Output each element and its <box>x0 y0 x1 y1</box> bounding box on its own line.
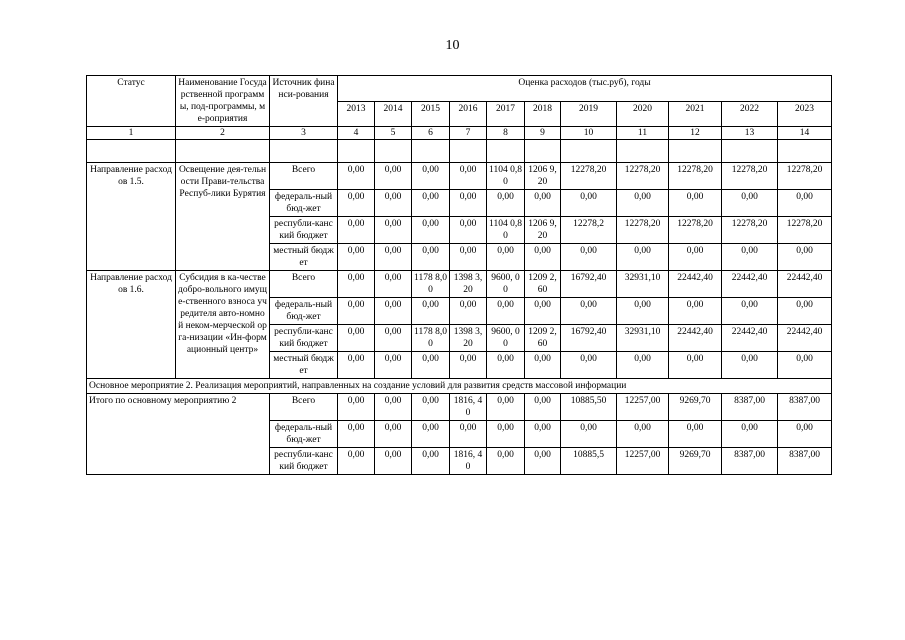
value-cell: 0,00 <box>778 244 832 271</box>
value-cell: 16792,40 <box>561 325 617 352</box>
value-cell: 0,00 <box>375 298 412 325</box>
value-cell: 0,00 <box>450 217 487 244</box>
page-number: 10 <box>445 38 460 53</box>
value-cell: 1206 9,20 <box>525 217 561 244</box>
value-cell: 0,00 <box>487 298 525 325</box>
value-cell: 1398 3,20 <box>450 325 487 352</box>
value-cell: 0,00 <box>338 217 375 244</box>
empty-cell <box>450 140 487 163</box>
value-cell: 0,00 <box>561 190 617 217</box>
year-cell: 2019 <box>561 101 617 127</box>
column-number: 10 <box>561 127 617 140</box>
year-cell: 2022 <box>722 101 778 127</box>
value-cell: 0,00 <box>487 244 525 271</box>
value-cell: 0,00 <box>525 298 561 325</box>
value-cell: 0,00 <box>722 352 778 379</box>
value-cell: 0,00 <box>669 421 722 448</box>
value-cell: 22442,40 <box>669 325 722 352</box>
value-cell: 0,00 <box>487 394 525 421</box>
column-number: 12 <box>669 127 722 140</box>
value-cell: 0,00 <box>338 298 375 325</box>
column-number: 13 <box>722 127 778 140</box>
empty-row <box>87 140 832 163</box>
value-cell: 12278,20 <box>617 217 669 244</box>
empty-cell <box>617 140 669 163</box>
column-number: 2 <box>176 127 270 140</box>
value-cell: 12257,00 <box>617 448 669 475</box>
value-cell: 12278,20 <box>669 163 722 190</box>
funding-source: Всего <box>270 394 338 421</box>
empty-cell <box>270 140 338 163</box>
value-cell: 0,00 <box>375 394 412 421</box>
column-number-row <box>87 127 832 140</box>
value-cell: 0,00 <box>338 352 375 379</box>
value-cell: 0,00 <box>778 352 832 379</box>
value-cell: 22442,40 <box>722 271 778 298</box>
column-number: 1 <box>87 127 176 140</box>
table-row <box>87 163 832 190</box>
value-cell: 0,00 <box>525 421 561 448</box>
value-cell: 1398 3,20 <box>450 271 487 298</box>
value-cell: 0,00 <box>487 421 525 448</box>
value-cell: 22442,40 <box>778 325 832 352</box>
value-cell: 0,00 <box>412 190 450 217</box>
column-number: 5 <box>375 127 412 140</box>
value-cell: 12278,20 <box>778 217 832 244</box>
column-number: 4 <box>338 127 375 140</box>
value-cell: 0,00 <box>669 298 722 325</box>
value-cell: 0,00 <box>487 352 525 379</box>
value-cell: 0,00 <box>722 190 778 217</box>
value-cell: 0,00 <box>525 394 561 421</box>
value-cell: 1816, 40 <box>450 394 487 421</box>
header-status: Статус <box>87 76 176 127</box>
value-cell: 32931,10 <box>617 271 669 298</box>
value-cell: 0,00 <box>669 352 722 379</box>
header-row <box>87 76 832 102</box>
funding-source: федераль-ный бюд-жет <box>270 190 338 217</box>
value-cell: 0,00 <box>412 163 450 190</box>
value-cell: 0,00 <box>375 421 412 448</box>
value-cell: 0,00 <box>669 190 722 217</box>
value-cell: 12278,20 <box>561 163 617 190</box>
year-cell: 2020 <box>617 101 669 127</box>
value-cell: 0,00 <box>412 244 450 271</box>
value-cell: 0,00 <box>669 244 722 271</box>
value-cell: 0,00 <box>412 217 450 244</box>
value-cell: 0,00 <box>722 421 778 448</box>
value-cell: 12257,00 <box>617 394 669 421</box>
value-cell: 0,00 <box>450 298 487 325</box>
value-cell: 0,00 <box>722 298 778 325</box>
value-cell: 0,00 <box>412 448 450 475</box>
value-cell: 0,00 <box>338 244 375 271</box>
value-cell: 0,00 <box>525 244 561 271</box>
year-cell: 2013 <box>338 101 375 127</box>
empty-cell <box>176 140 270 163</box>
empty-cell <box>87 140 176 163</box>
column-number: 8 <box>487 127 525 140</box>
section-row <box>87 379 832 394</box>
row-status: Направление расходов 1.6. <box>87 271 176 379</box>
value-cell: 0,00 <box>412 352 450 379</box>
value-cell: 0,00 <box>375 448 412 475</box>
value-cell: 1178 8,00 <box>412 271 450 298</box>
funding-source: федераль-ный бюд-жет <box>270 298 338 325</box>
value-cell: 0,00 <box>338 448 375 475</box>
year-cell: 2014 <box>375 101 412 127</box>
empty-cell <box>525 140 561 163</box>
row-name: Освещение дея-тельности Прави-тельства Респуб-лики Бурятия <box>176 163 270 271</box>
value-cell: 1104 0,80 <box>487 217 525 244</box>
value-cell: 0,00 <box>338 421 375 448</box>
value-cell: 0,00 <box>375 325 412 352</box>
value-cell: 0,00 <box>561 244 617 271</box>
year-cell: 2017 <box>487 101 525 127</box>
value-cell: 0,00 <box>525 448 561 475</box>
funding-source: республи-канский бюджет <box>270 448 338 475</box>
table-row <box>87 394 832 421</box>
value-cell: 32931,10 <box>617 325 669 352</box>
year-cell: 2023 <box>778 101 832 127</box>
column-number: 6 <box>412 127 450 140</box>
empty-cell <box>561 140 617 163</box>
row-name: Субсидия в ка-честве добро-вольного имуще-ственного взноса учредителя авто-номной неком-мерческой орга-низации «Ин-формационный центр» <box>176 271 270 379</box>
value-cell: 9269,70 <box>669 448 722 475</box>
column-number: 9 <box>525 127 561 140</box>
empty-cell <box>778 140 832 163</box>
value-cell: 12278,20 <box>778 163 832 190</box>
value-cell: 0,00 <box>617 421 669 448</box>
value-cell: 0,00 <box>561 298 617 325</box>
value-cell: 0,00 <box>525 190 561 217</box>
funding-source: федераль-ный бюд-жет <box>270 421 338 448</box>
value-cell: 0,00 <box>722 244 778 271</box>
budget-table <box>86 75 832 475</box>
value-cell: 0,00 <box>338 163 375 190</box>
table-body <box>87 163 832 475</box>
value-cell: 0,00 <box>778 190 832 217</box>
value-cell: 1178 8,00 <box>412 325 450 352</box>
value-cell: 1104 0,80 <box>487 163 525 190</box>
funding-source: Всего <box>270 163 338 190</box>
year-cell: 2015 <box>412 101 450 127</box>
value-cell: 0,00 <box>450 190 487 217</box>
value-cell: 0,00 <box>375 190 412 217</box>
funding-source: республи-канский бюджет <box>270 325 338 352</box>
year-cell: 2018 <box>525 101 561 127</box>
value-cell: 0,00 <box>617 298 669 325</box>
value-cell: 22442,40 <box>778 271 832 298</box>
value-cell: 10885,50 <box>561 394 617 421</box>
value-cell: 0,00 <box>487 448 525 475</box>
value-cell: 0,00 <box>412 421 450 448</box>
value-cell: 0,00 <box>450 421 487 448</box>
value-cell: 16792,40 <box>561 271 617 298</box>
value-cell: 0,00 <box>338 325 375 352</box>
value-cell: 0,00 <box>561 352 617 379</box>
funding-source: Всего <box>270 271 338 298</box>
value-cell: 0,00 <box>375 244 412 271</box>
column-number: 7 <box>450 127 487 140</box>
value-cell: 8387,00 <box>778 394 832 421</box>
value-cell: 0,00 <box>617 190 669 217</box>
value-cell: 1209 2,60 <box>525 271 561 298</box>
value-cell: 0,00 <box>338 394 375 421</box>
value-cell: 1206 9,20 <box>525 163 561 190</box>
header-estimate: Оценка расходов (тыс.руб), годы <box>338 76 832 102</box>
value-cell: 0,00 <box>487 190 525 217</box>
value-cell: 0,00 <box>617 244 669 271</box>
empty-cell <box>375 140 412 163</box>
table-row <box>87 271 832 298</box>
total-status-name: Итого по основному мероприятию 2 <box>87 394 270 475</box>
empty-cell <box>338 140 375 163</box>
value-cell: 0,00 <box>338 271 375 298</box>
value-cell: 1209 2,60 <box>525 325 561 352</box>
value-cell: 0,00 <box>412 298 450 325</box>
value-cell: 0,00 <box>375 217 412 244</box>
value-cell: 0,00 <box>561 421 617 448</box>
value-cell: 0,00 <box>778 421 832 448</box>
section-title: Основное мероприятие 2. Реализация мероприятий, направленных на создание условий для развития средств массовой информации <box>87 379 832 394</box>
value-cell: 0,00 <box>375 163 412 190</box>
column-number: 3 <box>270 127 338 140</box>
empty-cell <box>487 140 525 163</box>
value-cell: 8387,00 <box>722 394 778 421</box>
row-status: Направление расходов 1.5. <box>87 163 176 271</box>
empty-cell <box>412 140 450 163</box>
funding-source: республи-канский бюджет <box>270 217 338 244</box>
value-cell: 0,00 <box>450 352 487 379</box>
value-cell: 9600, 00 <box>487 325 525 352</box>
empty-cell <box>722 140 778 163</box>
year-cell: 2021 <box>669 101 722 127</box>
value-cell: 1816, 40 <box>450 448 487 475</box>
value-cell: 22442,40 <box>722 325 778 352</box>
header-source: Источник финанси-рования <box>270 76 338 127</box>
funding-source: местный бюджет <box>270 352 338 379</box>
value-cell: 8387,00 <box>778 448 832 475</box>
value-cell: 12278,20 <box>617 163 669 190</box>
value-cell: 8387,00 <box>722 448 778 475</box>
empty-cell <box>669 140 722 163</box>
value-cell: 12278,20 <box>669 217 722 244</box>
value-cell: 12278,2 <box>561 217 617 244</box>
value-cell: 0,00 <box>778 298 832 325</box>
value-cell: 0,00 <box>450 244 487 271</box>
value-cell: 0,00 <box>617 352 669 379</box>
value-cell: 0,00 <box>375 352 412 379</box>
column-number: 14 <box>778 127 832 140</box>
funding-source: местный бюджет <box>270 244 338 271</box>
value-cell: 12278,20 <box>722 217 778 244</box>
value-cell: 0,00 <box>338 190 375 217</box>
value-cell: 12278,20 <box>722 163 778 190</box>
column-number: 11 <box>617 127 669 140</box>
value-cell: 0,00 <box>525 352 561 379</box>
value-cell: 10885,5 <box>561 448 617 475</box>
value-cell: 9269,70 <box>669 394 722 421</box>
header-name: Наименование Государственной программы, под-программы, ме-роприятия <box>176 76 270 127</box>
value-cell: 0,00 <box>412 394 450 421</box>
value-cell: 0,00 <box>450 163 487 190</box>
value-cell: 22442,40 <box>669 271 722 298</box>
value-cell: 0,00 <box>375 271 412 298</box>
year-cell: 2016 <box>450 101 487 127</box>
value-cell: 9600, 00 <box>487 271 525 298</box>
